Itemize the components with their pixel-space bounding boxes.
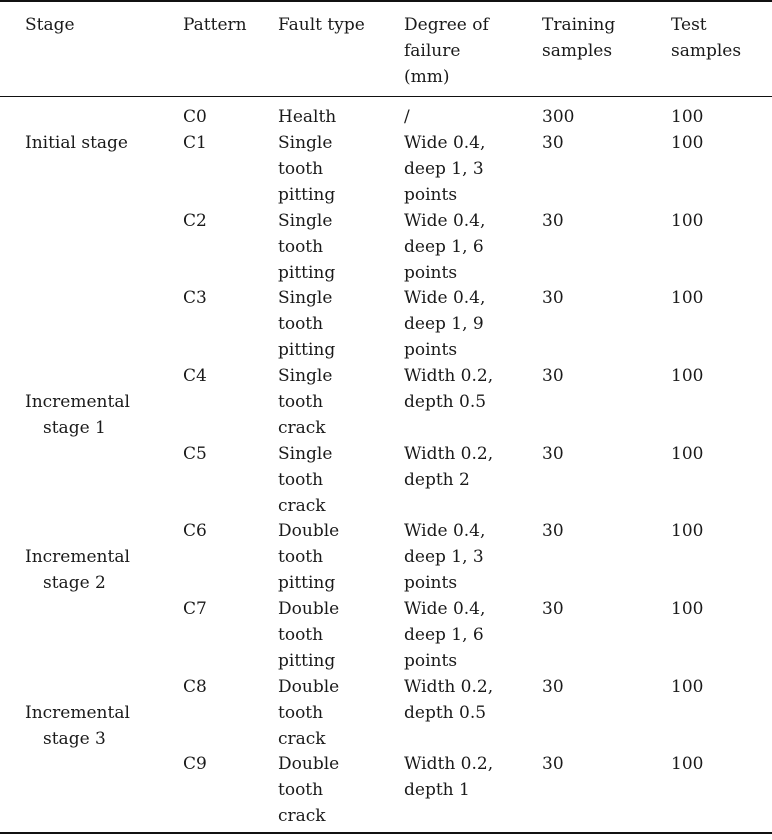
cell-test: 100 xyxy=(671,288,704,308)
cell-fault: Double tooth pitting xyxy=(278,521,340,593)
header-degree: Degree of failure (mm) xyxy=(404,15,489,87)
cell-test: 100 xyxy=(671,366,704,386)
header-pattern: Pattern xyxy=(183,15,247,35)
cell-test: 100 xyxy=(671,599,704,619)
cell-degree: / xyxy=(404,107,410,127)
stage-line2: stage 3 xyxy=(43,729,106,749)
stage-line1: Incremental xyxy=(25,703,130,723)
header-test: Test samples xyxy=(671,15,742,61)
cell-training: 30 xyxy=(542,599,564,619)
cell-test: 100 xyxy=(671,133,704,153)
cell-test: 100 xyxy=(671,521,704,541)
cell-degree: Wide 0.4, deep 1, 6 points xyxy=(404,211,486,283)
table-bottom-rule xyxy=(0,832,772,834)
cell-training: 30 xyxy=(542,133,564,153)
cell-pattern: C4 xyxy=(183,366,207,386)
cell-training: 30 xyxy=(542,677,564,697)
header-fault-type: Fault type xyxy=(278,15,365,35)
cell-test: 100 xyxy=(671,211,704,231)
cell-degree: Width 0.2, depth 0.5 xyxy=(404,366,494,412)
cell-training: 30 xyxy=(542,211,564,231)
cell-pattern: C8 xyxy=(183,677,207,697)
stage-label xyxy=(25,363,175,467)
cell-pattern: C5 xyxy=(183,444,207,464)
cell-training: 30 xyxy=(542,754,564,774)
cell-degree: Width 0.2, depth 0.5 xyxy=(404,677,494,723)
cell-training: 30 xyxy=(542,288,564,308)
cell-training: 30 xyxy=(542,521,564,541)
stage-label xyxy=(25,674,175,778)
cell-degree: Width 0.2, depth 2 xyxy=(404,444,494,490)
cell-test: 100 xyxy=(671,107,704,127)
cell-fault: Single tooth pitting xyxy=(278,133,336,205)
cell-test: 100 xyxy=(671,754,704,774)
stage-line1: Incremental xyxy=(25,547,130,567)
cell-pattern: C3 xyxy=(183,288,207,308)
cell-fault: Health xyxy=(278,107,337,127)
stage-line2: stage 2 xyxy=(43,573,106,593)
cell-test: 100 xyxy=(671,444,704,464)
stage-line2: stage 1 xyxy=(43,418,106,438)
cell-test: 100 xyxy=(671,677,704,697)
cell-degree: Wide 0.4, deep 1, 9 points xyxy=(404,288,486,360)
stage-line1: Incremental xyxy=(25,392,130,412)
cell-degree: Width 0.2, depth 1 xyxy=(404,754,494,800)
cell-pattern: C7 xyxy=(183,599,207,619)
header-stage: Stage xyxy=(25,15,75,35)
stage-line1: Initial stage xyxy=(25,133,128,153)
cell-degree: Wide 0.4, deep 1, 3 points xyxy=(404,133,486,205)
cell-pattern: C6 xyxy=(183,521,207,541)
header-training: Training samples xyxy=(542,15,616,61)
cell-pattern: C9 xyxy=(183,754,207,774)
cell-degree: Wide 0.4, deep 1, 3 points xyxy=(404,521,486,593)
cell-pattern: C0 xyxy=(183,107,207,127)
cell-pattern: C2 xyxy=(183,211,207,231)
cell-training: 30 xyxy=(542,444,564,464)
cell-training: 300 xyxy=(542,107,575,127)
table-top-rule xyxy=(0,0,772,2)
cell-fault: Single tooth crack xyxy=(278,444,333,516)
cell-fault: Single tooth pitting xyxy=(278,288,336,360)
cell-fault: Double tooth pitting xyxy=(278,599,340,671)
cell-fault: Double tooth crack xyxy=(278,754,340,826)
cell-fault: Double tooth crack xyxy=(278,677,340,749)
cell-training: 30 xyxy=(542,366,564,386)
cell-fault: Single tooth crack xyxy=(278,366,333,438)
stage-label xyxy=(25,104,175,156)
cell-pattern: C1 xyxy=(183,133,207,153)
table-header-rule xyxy=(0,96,772,97)
stage-label xyxy=(25,518,175,622)
cell-fault: Single tooth pitting xyxy=(278,211,336,283)
cell-degree: Wide 0.4, deep 1, 6 points xyxy=(404,599,486,671)
